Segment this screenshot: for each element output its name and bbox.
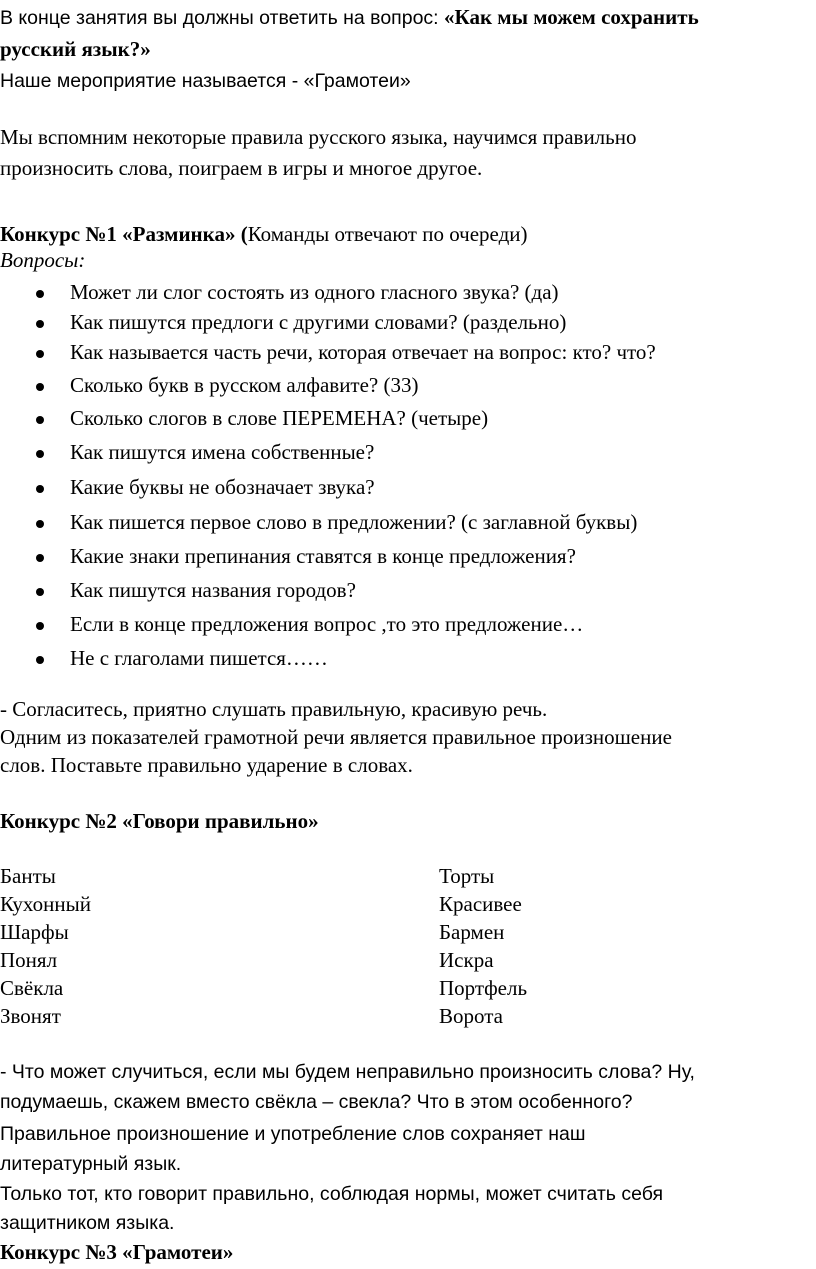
bullet-icon (36, 383, 44, 391)
speech-line: слов. Поставьте правильно ударение в словах. (0, 753, 413, 777)
closing-line: Только тот, кто говорит правильно, соблюдая нормы, может считать себя (0, 1183, 664, 1205)
word-left: Шарфы (0, 920, 69, 944)
plan-line: Мы вспомним некоторые правила русского языка, научимся правильно (0, 125, 637, 149)
closing-line: защитником языка. (0, 1212, 175, 1234)
closing-line: подумаешь, скажем вместо свёкла – свекла? Что в этом особенного? (0, 1091, 633, 1113)
word-right: Бармен (439, 920, 505, 944)
word-left: Понял (0, 948, 58, 972)
bullet-icon (36, 416, 44, 424)
contest1-title-bold: Конкурс №1 «Разминка» ( (0, 222, 248, 246)
word-left: Свёкла (0, 976, 64, 1000)
intro-question-bold: «Как мы можем сохранить (444, 5, 699, 29)
word-right: Ворота (439, 1004, 503, 1028)
bullet-icon (36, 350, 44, 358)
closing-line: Правильное произношение и употребление слов сохраняет наш (0, 1123, 586, 1145)
word-right: Торты (439, 864, 495, 888)
bullet-icon (36, 588, 44, 596)
bullet-icon (36, 622, 44, 630)
document-page: В конце занятия вы должны ответить на вопрос: «Как мы можем сохранить русский язык?» Наше мероприятие называется - «Грамотеи» Мы вспомним некоторые правила русского языка, научимся правильно произносить слова, поиграем в игры и многое другое. Конкурс №1 «Разминка» (Команды отвечают по очереди) Вопросы: Может ли слог состоять из одного гласного звука? (да) Как пишутся предлоги с другими словами? (раздельно) Как называется часть речи, которая отвечает на вопрос: кто? что? Сколько букв в русском алфавите? (33) Сколько слогов в слове ПЕРЕМЕНА? (четыре) Как пишутся имена собственные? Какие буквы не обозначает звука? Как пишется первое слово в предложении? (с заглавной буквы) Какие знаки препинания ставятся в конце предложения? Как пишутся названия городов? Если в конце предложения вопрос ,то это предложение… Не с глаголами пишется…… - Согласитесь, приятно слушать правильную, красивую речь. Одним из показателей грамотной речи является правильное произношение слов. Поставьте правильно ударение в словах. Конкурс №2 «Говори правильно» Банты Кухонный Шарфы Понял Свёкла Звонят Торты Красивее Бармен Искра Портфель Ворота - Что может случиться, если мы будем неправильно произносить слова? Ну, подумаешь, скажем вместо свёкла – свекла? Что в этом особенного? Правильное произношение и употребление слов сохраняет наш литературный язык. Только тот, кто говорит правильно, соблюдая нормы, может считать себя защитником языка. Конкурс №3 «Грамотеи» (0, 5, 699, 1264)
word-right: Портфель (439, 976, 528, 1000)
speech-line: Одним из показателей грамотной речи является правильное произношение (0, 725, 672, 749)
bullet-icon (36, 485, 44, 493)
intro-question-bold-cont: русский язык?» (0, 37, 151, 61)
contest1-title (0, 222, 528, 247)
contest1-title-rest: Команды отвечают по очереди) (247, 222, 528, 246)
bullet-icon (36, 554, 44, 562)
closing-line: - Что может случиться, если мы будем неправильно произносить слова? Ну, (0, 1061, 695, 1083)
intro-question-lead: В конце занятия вы должны ответить на вопрос: (0, 7, 444, 29)
speech-line: - Согласитесь, приятно слушать правильную, красивую речь. (0, 697, 548, 721)
word-left: Банты (0, 864, 56, 888)
word-right: Красивее (439, 892, 522, 916)
bullet-icon (36, 520, 44, 528)
bullet-icon (36, 656, 44, 664)
word-left: Кухонный (0, 892, 91, 916)
intro-question (0, 5, 699, 30)
questions-label: Вопросы: (0, 248, 86, 272)
bullet-icon (36, 290, 44, 298)
plan-line: произносить слова, поиграем в игры и многое другое. (0, 156, 483, 180)
word-right: Искра (439, 948, 494, 972)
bullet-icon (36, 450, 44, 458)
contest2-title: Конкурс №2 «Говори правильно» (0, 809, 319, 833)
event-name: Наше мероприятие называется - «Грамотеи» (0, 70, 411, 92)
contest3-title: Конкурс №3 «Грамотеи» (0, 1240, 234, 1264)
word-left: Звонят (0, 1004, 61, 1028)
bullet-icon (36, 320, 44, 328)
closing-line: литературный язык. (0, 1153, 182, 1175)
